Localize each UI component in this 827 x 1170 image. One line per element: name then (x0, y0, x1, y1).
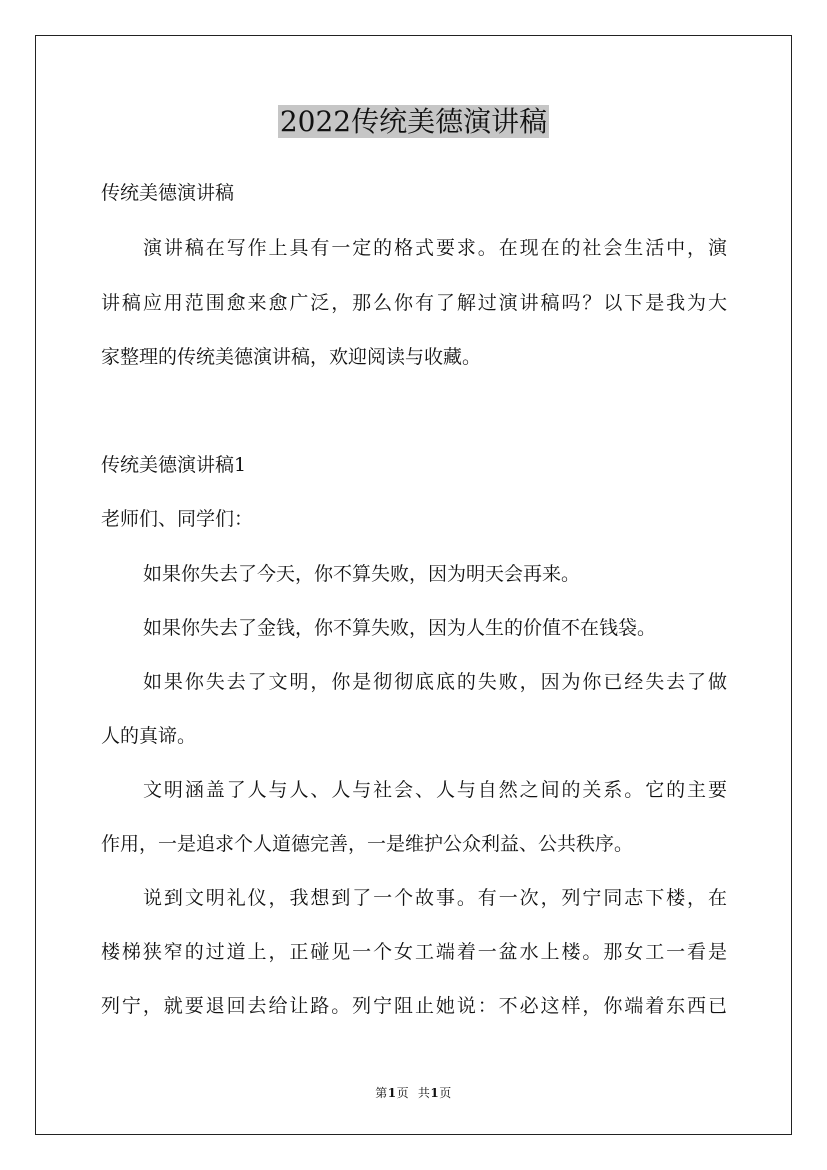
body-line-2: 如果你失去了金钱，你不算失败，因为人生的价值不在钱袋。 (143, 617, 657, 639)
document-title-text: 2022传统美德演讲稿 (279, 105, 548, 138)
footer-page-number: 1 (387, 1086, 397, 1100)
body-line-1: 如果你失去了今天，你不算失败，因为明天会再来。 (143, 563, 581, 585)
document-subtitle: 传统美德演讲稿 (101, 182, 235, 204)
document-title (0, 100, 827, 144)
body-line-6: 作用，一是追求个人道德完善，一是维护公众利益、公共秩序。 (101, 833, 634, 855)
intro-line-2: 讲稿应用范围愈来愈广泛，那么你有了解过演讲稿吗？以下是我为大 (101, 292, 727, 314)
footer-total-suffix: 页 (439, 1086, 452, 1100)
body-line-5: 文明涵盖了人与人、人与社会、人与自然之间的关系。它的主要 (143, 779, 727, 801)
intro-line-1: 演讲稿在写作上具有一定的格式要求。在现在的社会生活中，演 (143, 237, 727, 259)
body-line-9: 列宁，就要退回去给让路。列宁阻止她说：不必这样，你端着东西已 (101, 995, 727, 1017)
body-line-7: 说到文明礼仪，我想到了一个故事。有一次，列宁同志下楼，在 (143, 887, 727, 909)
footer-total-number: 1 (430, 1086, 440, 1100)
footer-page-suffix: 页 (396, 1086, 410, 1100)
footer-total-prefix: 共 (417, 1086, 431, 1100)
page-footer (0, 1084, 827, 1102)
body-line-8: 楼梯狭窄的过道上，正碰见一个女工端着一盆水上楼。那女工一看是 (101, 941, 727, 963)
intro-line-3: 家整理的传统美德演讲稿，欢迎阅读与收藏。 (101, 346, 482, 368)
section-heading: 传统美德演讲稿1 (101, 454, 247, 476)
body-line-3: 如果你失去了文明，你是彻彻底底的失败，因为你已经失去了做 (143, 671, 727, 693)
salutation: 老师们、同学们： (101, 508, 254, 530)
footer-page-prefix: 第 (375, 1086, 388, 1100)
body-line-4: 人的真谛。 (101, 725, 197, 747)
